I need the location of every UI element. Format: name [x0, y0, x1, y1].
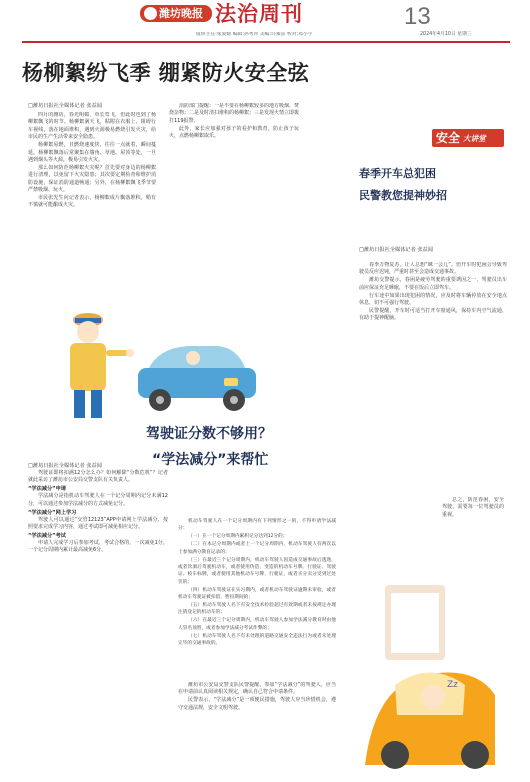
- date-line: 2024年4月10日 星期三: [420, 32, 472, 37]
- col-b-paragraph: 驾驶人可以通过“交管12123”APP申请网上学法减分，按照要求完成学习内容，通过考试即可减免相应记分。: [28, 516, 168, 531]
- col-b-heading: “学法减分”考试: [28, 532, 66, 539]
- sidebar-paragraph: 潍坊交警提示，春困是疲劳驾驶的重要诱因之一，驾驶员出车前应保证充足睡眠，不要在饭后立即驾车。: [359, 277, 507, 291]
- notice-item: （七）机动车驾驶人名下有未处理的道路交通安全违法行为或者未处理完毕的交通事故的。: [178, 633, 336, 646]
- masthead-rule: [22, 41, 510, 43]
- sidebar-body: [359, 262, 507, 487]
- sidebar-paragraph: 民警提醒，开车时可适当打开车窗通风，保持车内空气流通，有助于提神醒脑。: [359, 307, 507, 322]
- sidebar-title-line-2: 民警教您提神妙招: [359, 189, 447, 202]
- article-col-2: [169, 103, 299, 303]
- article-paragraph: 杨柳絮易燃，且燃烧速度快，往往一点就着，瞬间蔓延。杨柳絮飘落后常聚集在墙角、草地、屋顶等处，一旦遇到烟头等火源，极易引发火灾。: [28, 142, 156, 163]
- col-b-paragraph: 学法减分是指机动车驾驶人在一个记分周期内记分未满12分，可以通过参加学法减分的方式减免记分。: [28, 493, 168, 507]
- paper-name: 潍坊晚报: [159, 7, 203, 20]
- notice-intro: 机动车驾驶人在一个记分周期内有下列情形之一的，不得申请学法减分：: [178, 519, 336, 532]
- staff-line: 值班主任:张爱媛 编辑:孙秀青 美编:许素雷 校对:邓小宇: [196, 32, 313, 37]
- banner-line-1: 驾驶证分数不够用？: [146, 426, 272, 442]
- safety-logo-part2: 大讲堂: [463, 134, 486, 143]
- svg-text:Zz: Zz: [447, 680, 458, 690]
- sleepy-driver-cartoon: [355, 565, 505, 775]
- article-paragraph: 市民张先生向记者表示，杨柳絮成片飘落堆积，稍有不慎就可能酿成火灾。: [28, 194, 156, 209]
- main-title: 杨柳絮纷飞季 绷紧防火安全弦: [22, 61, 310, 85]
- col-c-paragraph: 民警表示，“学法减分”是一项便民措施，驾驶人应当珍惜机会，遵守交通法规，安全文明驾驶。: [178, 697, 336, 711]
- sidebar-paragraph: 春季万物复苏，让人总想“眯一会儿”。但开车时犯困会导致驾驶员反应迟钝，严重时甚至会造成交通事故。: [359, 262, 507, 276]
- col-b-paragraph: 申请人完成学习后参加考试，考试合格的，一次减免1分，一个记分周期内累计最高减免6分。: [28, 539, 168, 554]
- notice-item: （四）机动车驾驶证在实习期内，或者机动车驾驶证逾期未审验，或者机动车驾驶证被扣留、暂扣期间的；: [178, 587, 336, 601]
- paper-logo-icon: [144, 7, 157, 20]
- sidebar-byline: □潍坊日报社全媒体记者 张益闻: [359, 247, 433, 253]
- notice-item: （六）在最近三个记分周期内，机动车驾驶人参加学法减分教育时由他人冒名顶替，或者参加学法减分考试作弊的；: [178, 618, 336, 631]
- sidebar-paragraph: 行车途中如果出现犯困的情况，应及时将车辆停放在安全地点休息，切不可强行驾驶。: [359, 292, 507, 307]
- col-b: [28, 462, 168, 762]
- page-number: 13: [404, 3, 431, 30]
- col-b-byline: □潍坊日报社全媒体记者 张益闻: [28, 463, 102, 469]
- notice-box: [178, 518, 336, 678]
- col-b-heading: “学法减分”申请: [28, 486, 66, 493]
- article-paragraph: 四月的潍坊，春光明媚，草长莺飞，但此时也到了杨柳絮飘飞的时节。杨柳絮满天飞，粘附在衣服上，阻碍行车视线，落在地面堆积，遇到火源极易燃烧引发火灾，给市民的生产生活带来安全隐患。: [28, 112, 156, 141]
- col-c-paragraph: 潍坊市公安局交警支队民警提醒，参加“学法减分”的驾驶人，应当在申请前认真阅读相关规定，确认自己符合申请条件。: [178, 682, 336, 696]
- article-paragraph: 此外，家长应加强对孩子的看护和教育，防止孩子玩火，点燃杨柳絮取乐。: [169, 125, 299, 140]
- notice-item: （三）在最近三个记分周期内，机动车驾驶人因造成交通事故后逃逸，或者饮酒后驾驶机动车，或者使用伪造、变造的机动车号牌、行驶证、驾驶证、校车标牌，或者使用其他机动车号牌、行驶证，或者买分卖分受到过处罚的；: [178, 557, 336, 585]
- masthead: [0, 0, 530, 40]
- traffic-police-illustration: [48, 300, 298, 425]
- safety-logo-part1: 安全: [436, 131, 461, 145]
- notice-item: （五）机动车驾驶人名下有安全技术检验超过有效期或者未按规定办理注销登记的机动车的；: [178, 602, 336, 616]
- main-byline: □潍坊日报社全媒体记者 张益闻: [28, 103, 102, 109]
- notice-item: （二）在本记分周期内或者上一个记分周期内，机动车驾驶人有两次以上参加满分教育记录的；: [178, 542, 336, 555]
- banner-line-2: “学法减分”来帮忙: [152, 452, 269, 468]
- sidebar-title-line-1: 春季开车总犯困: [359, 167, 436, 180]
- notice-item: （一）在一个记分周期内累积记分达到12分的；: [188, 534, 288, 540]
- section-title: 法治周刊: [215, 1, 303, 26]
- article-paragraph: 那么如何防范杨柳絮火灾呢？首先要对身边的杨柳絮进行清理，以免留下火灾隐患；其次要定期检查和维护消防设施，保证消防通道畅通；另外，在杨柳絮飘飞季节要严禁吸烟、玩火。: [28, 164, 156, 194]
- sidebar-paragraph: 总之，防范春困，安全驾驶，需要每一位驾驶员的重视。: [442, 497, 504, 518]
- col-b-heading: “学法减分”网上学习: [28, 509, 77, 516]
- col-b-paragraph: 驾驶证即将扣满12分怎么办？如何解除“分数危机”？记者就此采访了潍坊市公安局交警支队有关负责人。: [28, 470, 168, 484]
- col-c: [178, 682, 336, 774]
- article-paragraph: 消防部门提醒：一是不要在杨柳絮较多的地方吸烟、焚烧杂物；二是及时清扫堆积的杨柳絮；三是发现火情立即拨打119报警。: [169, 103, 299, 124]
